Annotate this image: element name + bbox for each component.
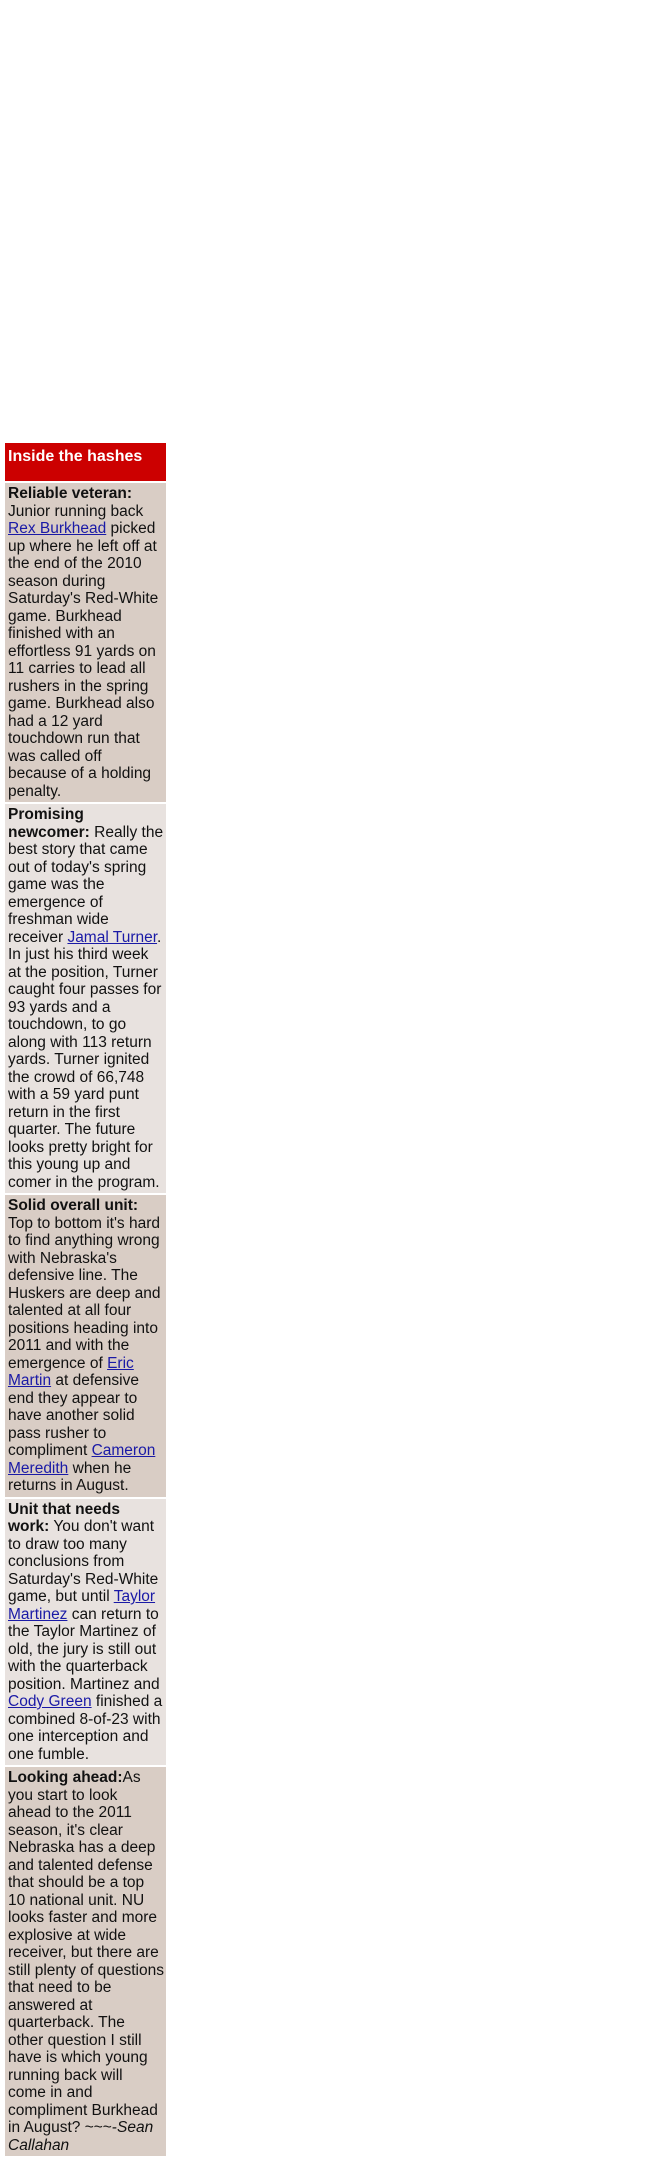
note-text: picked up where he left off at the end of the 2010 season during Saturday's Red-White game. Burkhead finished with an effortless 91 yards on 11 carries to lead all rushers in the spring game. Burkhead also had a 12 yard touchdown run that was called off because of a holding penalty. — [8, 520, 159, 800]
note-heading: Looking ahead: — [8, 1769, 123, 1786]
player-link-rex-burkhead[interactable]: Rex Burkhead — [8, 520, 107, 537]
note-text: You don't want to draw too many conclusions from Saturday's Red-White game, but until — [8, 1518, 159, 1605]
note-reliable-veteran — [5, 483, 166, 804]
note-text: when he returns in August. — [8, 1459, 132, 1494]
note-text: Junior running back — [8, 502, 144, 520]
note-text: Really the best story that came out of today's spring game was the emergence of freshman wide receiver — [8, 823, 164, 946]
note-text: finished a combined 8-of-23 with one interception and one fumble. — [8, 1693, 163, 1763]
player-link-jamal-turner[interactable]: Jamal Turner — [67, 928, 158, 946]
note-looking-ahead — [5, 1767, 166, 2158]
note-heading: Promising newcomer: — [8, 806, 90, 841]
sidebar-title: Inside the hashes — [5, 443, 166, 483]
note-text: As you start to look ahead to the 2011 season, it's clear Nebraska has a deep and talented defense that should be a top 10 national unit. NU looks faster and more explosive at wide receiver, but there are still plenty of questions that need to be answered at quarterback. The other question I still have is which young running back will come in and compliment Burkhead in August? ~~~- — [8, 1769, 164, 2136]
note-heading: Reliable veteran: — [8, 485, 133, 502]
note-heading: Unit that needs work: — [8, 1500, 120, 1535]
author-byline: Sean Callahan — [8, 2119, 154, 2154]
note-heading: Solid overall unit: — [8, 1197, 139, 1214]
note-solid-overall-unit — [5, 1195, 166, 1499]
note-text: Top to bottom it's hard to find anything wrong with Nebraska's defensive line. The Huskers are deep and talented at all four positions heading into 2011 and with the emergence of — [8, 1214, 161, 1372]
player-link-eric-martin[interactable]: Eric Martin — [8, 1354, 134, 1389]
player-link-taylor-martinez[interactable]: Taylor Martinez — [8, 1588, 156, 1623]
note-unit-that-needs-work — [5, 1499, 166, 1768]
note-text: can return to the Taylor Martinez of old, the jury is still out with the quarterback position. Martinez and — [8, 1605, 160, 1693]
player-link-cody-green[interactable]: Cody Green — [8, 1693, 92, 1710]
player-link-cameron-meredith[interactable]: Cameron Meredith — [8, 1442, 156, 1477]
note-text: at defensive end they appear to have another solid pass rusher to compliment — [8, 1372, 139, 1459]
note-promising-newcomer — [5, 804, 166, 1195]
note-text: . In just his third week at the position, Turner caught four passes for 93 yards and a touchdown, to go along with 113 return yards. Turner ignited the crowd of 66,748 with a 59 yard punt return in the first quarter. The future looks pretty bright for this young up and comer in the program. — [8, 928, 162, 1191]
inside-the-hashes-sidebar — [5, 443, 166, 2158]
